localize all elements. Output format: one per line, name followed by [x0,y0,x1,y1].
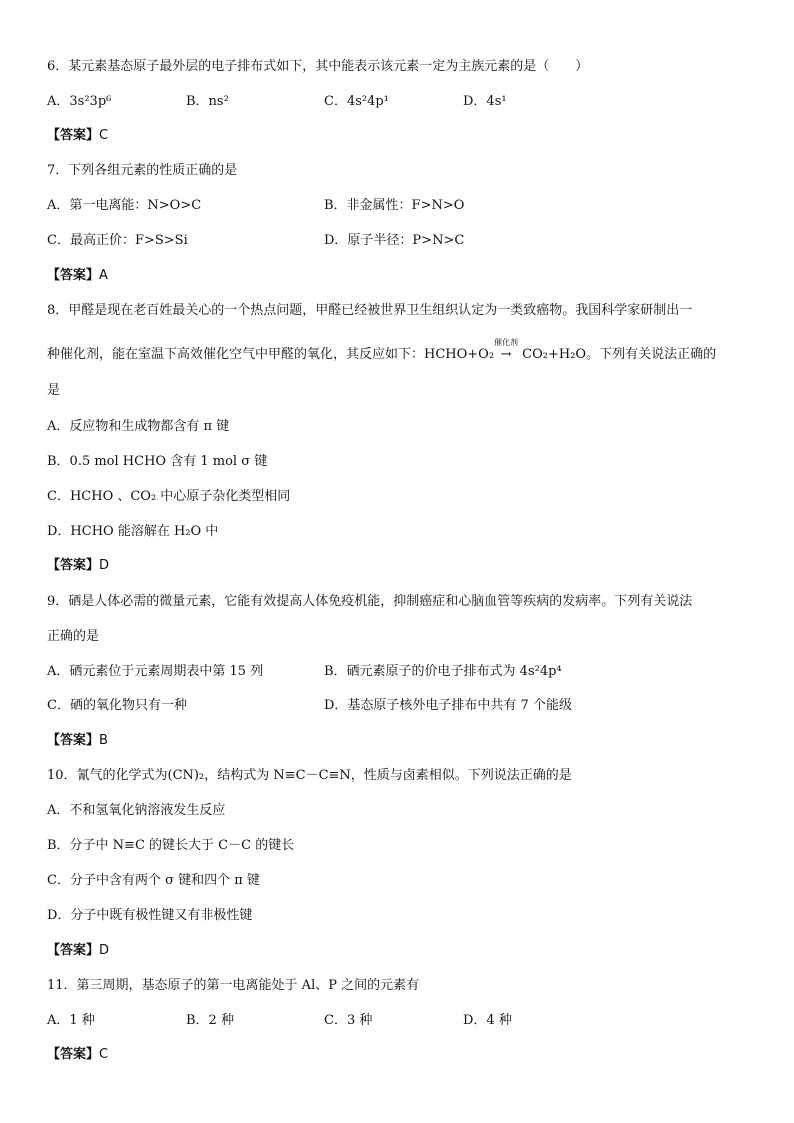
q8-stem-line2-post: CO₂+H₂O。下列有关说法正确的 [518,347,717,362]
q11-answer-value: C [99,1047,109,1062]
q9-option-c: C．硒的氧化物只有一种 [47,698,187,713]
q8-answer [47,557,109,575]
q9-stem-line2: 正确的是 [47,629,100,644]
q11-option-d: D．4 种 [463,1013,512,1028]
q10-option-a: A．不和氢氧化钠溶液发生反应 [47,803,226,818]
q11-answer-label: 【答案】 [47,1047,100,1062]
q9-option-b: B．硒元素原子的价电子排布式为 4s²4p⁴ [324,664,562,679]
q11-stem: 11．第三周期，基态原子的第一电离能处于 Al、P 之间的元素有 [47,978,420,993]
q7-answer-label: 【答案】 [47,268,100,283]
q8-arrow-glyph: → [500,347,512,362]
q7-option-d: D．原子半径：P>N>C [324,233,465,248]
q8-stem-line2 [47,338,717,364]
q8-option-d: D．HCHO 能溶解在 H₂O 中 [47,524,219,539]
q7-option-c: C．最高正价：F>S>Si [47,233,188,248]
q9-option-a: A．硒元素位于元素周期表中第 15 列 [47,664,264,679]
q7-stem: 7．下列各组元素的性质正确的是 [47,163,238,178]
q10-answer [47,942,109,960]
q8-answer-label: 【答案】 [47,558,100,573]
q8-stem-line1: 8．甲醛是现在老百姓最关心的一个热点问题，甲醛已经被世界卫生组织认定为一类致癌物。我国科学家研制出一 [47,303,693,318]
q7-answer [47,267,108,285]
q11-option-a: A．1 种 [47,1013,95,1028]
q7-option-a: A．第一电离能：N>O>C [47,198,202,213]
q9-answer-label: 【答案】 [47,733,100,748]
q8-stem-line2-pre: 种催化剂，能在室温下高效催化空气中甲醛的氧化，其反应如下：HCHO+O₂ [47,347,495,362]
q9-stem-line1: 9．硒是人体必需的微量元素，它能有效提高人体免疫机能，抑制癌症和心脑血管等疾病的发病率。下列有关说法 [47,594,693,609]
q11-option-c: C．3 种 [324,1013,373,1028]
q7-option-b: B．非金属性：F>N>O [324,198,465,213]
q10-answer-value: D [99,943,110,958]
q6-answer [47,127,108,145]
q8-catalyst-label: 催化剂 [494,338,519,347]
q8-option-c: C．HCHO 、CO₂ 中心原子杂化类型相同 [47,489,291,504]
q6-answer-value: C [99,128,109,143]
q8-stem-line3: 是 [47,383,61,398]
q8-option-b: B．0.5 mol HCHO 含有 1 mol σ 键 [47,454,268,469]
q8-option-a: A．反应物和生成物都含有 π 键 [47,419,230,434]
q9-answer [47,732,108,750]
q10-stem: 10．氰气的化学式为(CN)₂，结构式为 N≡C－C≡N，性质与卤素相似。下列说法正确的是 [47,768,572,783]
q11-answer [47,1046,108,1064]
q10-option-b: B．分子中 N≡C 的键长大于 C－C 的键长 [47,838,295,853]
q10-option-d: D．分子中既有极性键又有非极性键 [47,908,253,923]
q6-answer-label: 【答案】 [47,128,100,143]
q9-option-d: D．基态原子核外电子排布中共有 7 个能级 [324,698,572,713]
q6-stem: 6．某元素基态原子最外层的电子排布式如下，其中能表示该元素一定为主族元素的是（ ） [47,59,589,74]
q6-option-a: A．3s²3p⁶ [47,94,112,109]
q6-option-c: C．4s²4p¹ [324,94,389,109]
q8-answer-value: D [99,558,110,573]
q7-answer-value: A [99,268,108,283]
q6-option-d: D．4s¹ [463,94,507,109]
q11-option-b: B．2 种 [186,1013,234,1028]
q6-option-b: B．ns² [186,94,229,109]
q10-answer-label: 【答案】 [47,943,100,958]
q8-reaction-arrow [494,338,519,364]
q9-answer-value: B [99,733,108,748]
q10-option-c: C．分子中含有两个 σ 键和四个 π 键 [47,873,260,888]
